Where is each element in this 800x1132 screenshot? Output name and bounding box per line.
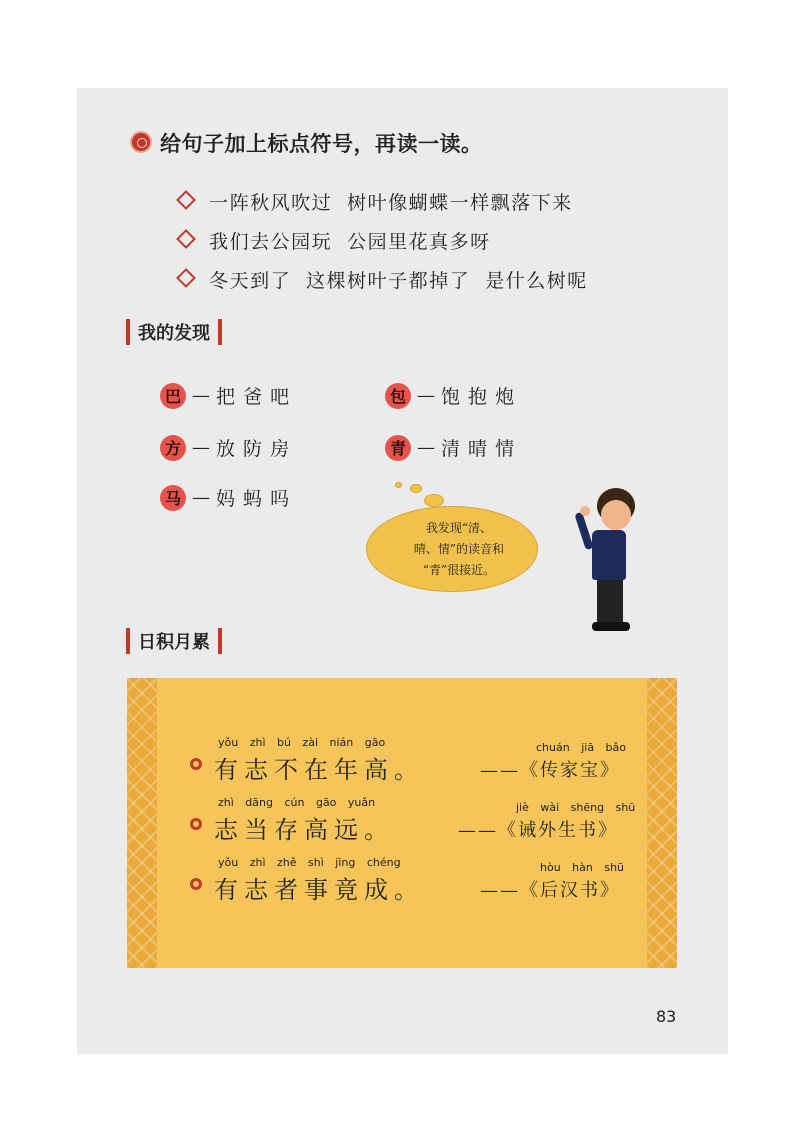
proverb-text: 有志者事竟成。 xyxy=(214,876,424,904)
character-family-row: 方 — 放 防 房 xyxy=(160,434,290,461)
exercise-title: 给句子加上标点符号，再读一读。 xyxy=(160,132,483,156)
related-characters: 饱 抱 炮 xyxy=(441,386,516,408)
character-family-row: 包 — 饱 抱 炮 xyxy=(385,382,515,409)
boy-illustration-face xyxy=(601,500,631,530)
proverb-pinyin: yǒu zhì zhě shì jìng chéng xyxy=(218,856,401,869)
heading-bar-icon xyxy=(126,628,130,654)
section-heading-accumulation: 日积月累 xyxy=(126,626,222,656)
boy-illustration-body xyxy=(592,530,626,580)
proverb-bullet-icon xyxy=(190,818,202,830)
proverb-text: 有志不在年高。 xyxy=(214,756,424,784)
root-character: 青 xyxy=(385,435,411,461)
heading-bar-icon xyxy=(218,319,222,345)
proverb-text: 志当存高远。 xyxy=(214,816,394,844)
related-characters: 把 爸 吧 xyxy=(216,386,291,408)
proverb-source-pinyin: chuán jiā bǎo xyxy=(536,741,627,754)
exercise-item: 一阵秋风吹过 树叶像蝴蝶一样飘落下来 xyxy=(160,166,573,215)
related-characters: 放 防 房 xyxy=(216,438,291,460)
heading-bar-icon xyxy=(218,628,222,654)
bubble-dot-icon xyxy=(395,482,402,488)
diamond-bullet-icon xyxy=(176,268,196,288)
related-characters: 清 晴 情 xyxy=(441,438,516,460)
exercise-icon xyxy=(130,131,152,153)
root-character: 巴 xyxy=(160,383,186,409)
root-character: 方 xyxy=(160,435,186,461)
proverb-bullet-icon xyxy=(190,878,202,890)
heading-bar-icon xyxy=(126,319,130,345)
boy-illustration-shoes xyxy=(592,622,630,631)
exercise-item: 冬天到了 这棵树叶子都掉了 是什么树呢 xyxy=(160,244,588,293)
bubble-dot-icon xyxy=(410,484,422,493)
page-number: 83 xyxy=(656,1007,677,1026)
exercise-item: 我们去公园玩 公园里花真多呀 xyxy=(160,205,491,254)
proverb-source: ——《后汉书》 xyxy=(480,880,620,901)
boy-illustration-legs xyxy=(597,578,623,626)
character-family-row: 马 — 妈 蚂 吗 xyxy=(160,484,290,511)
proverb-pinyin: zhì dāng cún gāo yuǎn xyxy=(218,796,376,809)
proverb-pinyin: yǒu zhì bú zài nián gāo xyxy=(218,736,386,749)
character-family-row: 青 — 清 晴 情 xyxy=(385,434,515,461)
proverb-source: ——《诫外生书》 xyxy=(458,820,618,841)
related-characters: 妈 蚂 吗 xyxy=(216,488,291,510)
section-heading-discovery: 我的发现 xyxy=(126,317,222,347)
bubble-dot-icon xyxy=(424,494,444,507)
proverb-source: ——《传家宝》 xyxy=(480,760,620,781)
speech-bubble-text: 我发现“清、 晴、情”的读音和 “青”很接近。 xyxy=(413,521,505,577)
root-character: 马 xyxy=(160,485,186,511)
root-character: 包 xyxy=(385,383,411,409)
character-family-row: 巴 — 把 爸 吧 xyxy=(160,382,290,409)
boy-illustration-hand xyxy=(580,506,590,516)
proverb-bullet-icon xyxy=(190,758,202,770)
proverb-source-pinyin: hòu hàn shū xyxy=(540,861,625,874)
panel-border-pattern-left xyxy=(127,678,157,968)
panel-border-pattern-right xyxy=(647,678,677,968)
proverb-source-pinyin: jiè wài shēng shū xyxy=(516,801,636,814)
